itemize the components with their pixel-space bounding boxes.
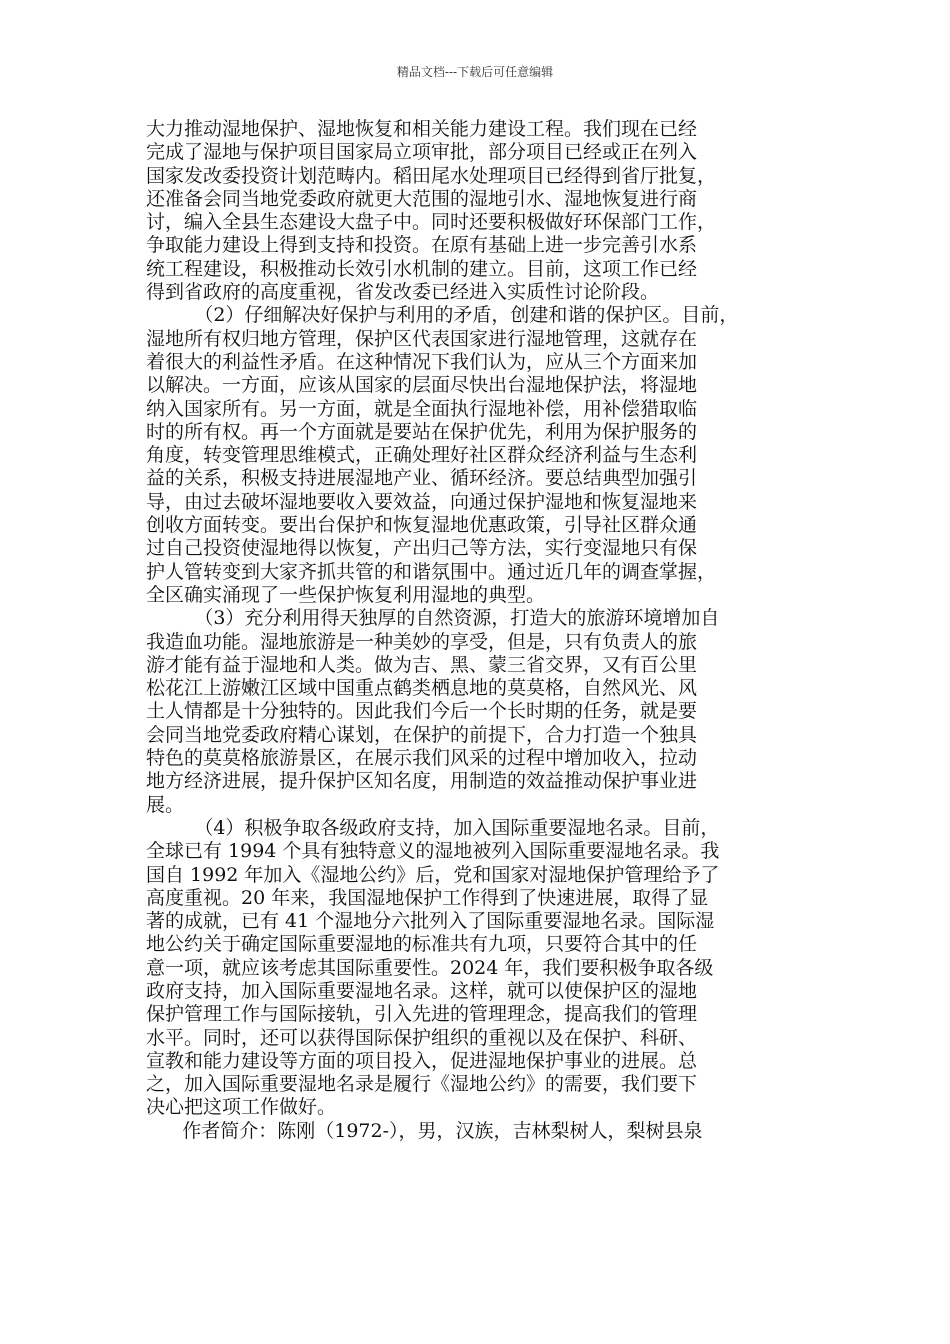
text-line: 松花江上游嫩江区域中国重点鹤类栖息地的莫莫格，自然风光、风 [146, 677, 698, 700]
text-line: 土人情都是十分独特的。因此我们今后一个长时期的任务，就是要 [146, 700, 698, 723]
document-body [146, 118, 826, 1143]
text-line: 高度重视。20 年来，我国湿地保护工作得到了快速进展，取得了显 [146, 886, 709, 909]
text-line: 地方经济进展，提升保护区知名度，用制造的效益推动保护事业进 [146, 770, 698, 793]
text-line: 完成了湿地与保护项目国家局立项审批，部分项目已经或正在列入 [146, 141, 698, 164]
text-line: 护人管转变到大家齐抓共管的和谐氛围中。通过近几年的调查掌握， [146, 560, 717, 583]
text-line: 得到省政府的高度重视，省发改委已经进入实质性讨论阶段。 [146, 281, 660, 304]
text-line: 以解决。一方面，应该从国家的层面尽快出台湿地保护法，将湿地 [146, 374, 698, 397]
text-line: 全球已有 1994 个具有独特意义的湿地被列入国际重要湿地名录。我 [146, 840, 720, 863]
paragraph-start-line: （3）充分利用得天独厚的自然资源，打造大的旅游环境增加自 [146, 607, 720, 630]
text-line: 会同当地党委政府精心谋划，在保护的前提下，合力打造一个独具 [146, 723, 698, 746]
text-line: 时的所有权。再一个方面就是要站在保护优先，利用为保护服务的 [146, 420, 698, 443]
text-line: 讨，编入全县生态建设大盘子中。同时还要积极做好环保部门工作， [146, 211, 717, 234]
text-line: 导，由过去破坏湿地要收入要效益，向通过保护湿地和恢复湿地来 [146, 490, 698, 513]
author-intro-line: 作者简介：陈刚（1972-），男，汉族，吉林梨树人，梨树县泉 [146, 1119, 703, 1142]
page-header: 精品文档---下载后可任意编辑 [396, 65, 554, 79]
text-line: 著的成就，已有 41 个湿地分六批列入了国际重要湿地名录。国际湿 [146, 910, 715, 933]
text-line: 宣教和能力建设等方面的项目投入，促进湿地保护事业的进展。总 [146, 1049, 698, 1072]
text-line: 展。 [146, 793, 185, 816]
text-line: 水平。同时，还可以获得国际保护组织的重视以及在保护、科研、 [146, 1026, 698, 1049]
text-line: 游才能有益于湿地和人类。做为吉、黑、蒙三省交界，又有百公里 [146, 653, 698, 676]
text-line: 之，加入国际重要湿地名录是履行《湿地公约》的需要，我们要下 [146, 1073, 698, 1096]
text-line: 国自 1992 年加入《湿地公约》后，党和国家对湿地保护管理给予了 [146, 863, 720, 886]
text-line: 角度，转变管理思维模式，正确处理好社区群众经济利益与生态利 [146, 444, 698, 467]
text-line: 我造血功能。湿地旅游是一种美妙的享受，但是，只有负责人的旅 [146, 630, 698, 653]
text-line: 政府支持，加入国际重要湿地名录。这样，就可以使保护区的湿地 [146, 979, 698, 1002]
text-line: 决心把这项工作做好。 [146, 1096, 337, 1119]
text-line: 地公约关于确定国际重要湿地的标准共有九项，只要符合其中的任 [146, 933, 698, 956]
paragraph-start-line: （2）仔细解决好保护与利用的矛盾，创建和谐的保护区。目前， [146, 304, 739, 327]
text-line: 大力推动湿地保护、湿地恢复和相关能力建设工程。我们现在已经 [146, 118, 698, 140]
text-line: 创收方面转变。要出台保护和恢复湿地优惠政策，引导社区群众通 [146, 514, 698, 537]
text-line: 争取能力建设上得到支持和投资。在原有基础上进一步完善引水系 [146, 234, 698, 257]
text-line: 统工程建设，积极推动长效引水机制的建立。目前，这项工作已经 [146, 257, 698, 280]
text-line: 纳入国家所有。另一方面，就是全面执行湿地补偿，用补偿猎取临 [146, 397, 698, 420]
text-line: 着很大的利益性矛盾。在这种情况下我们认为，应从三个方面来加 [146, 350, 698, 373]
text-line: 还准备会同当地党委政府就更大范围的湿地引水、湿地恢复进行商 [146, 187, 698, 210]
text-line: 国家发改委投资计划范畴内。稻田尾水处理项目已经得到省厅批复， [146, 164, 717, 187]
text-line: 益的关系，积极支持进展湿地产业、循环经济。要总结典型加强引 [146, 467, 698, 490]
text-line: 特色的莫莫格旅游景区，在展示我们风采的过程中增加收入，拉动 [146, 747, 698, 770]
text-line: 意一项，就应该考虑其国际重要性。2024 年，我们要积极争取各级 [146, 956, 714, 979]
text-line: 全区确实涌现了一些保护恢复利用湿地的典型。 [146, 583, 546, 606]
paragraph-start-line: （4）积极争取各级政府支持，加入国际重要湿地名录。目前， [146, 816, 720, 839]
text-line: 过自己投资使湿地得以恢复，产出归己等方法，实行变湿地只有保 [146, 537, 698, 560]
text-line: 保护管理工作与国际接轨，引入先进的管理理念，提高我们的管理 [146, 1003, 698, 1026]
text-line: 湿地所有权归地方管理，保护区代表国家进行湿地管理，这就存在 [146, 327, 698, 350]
